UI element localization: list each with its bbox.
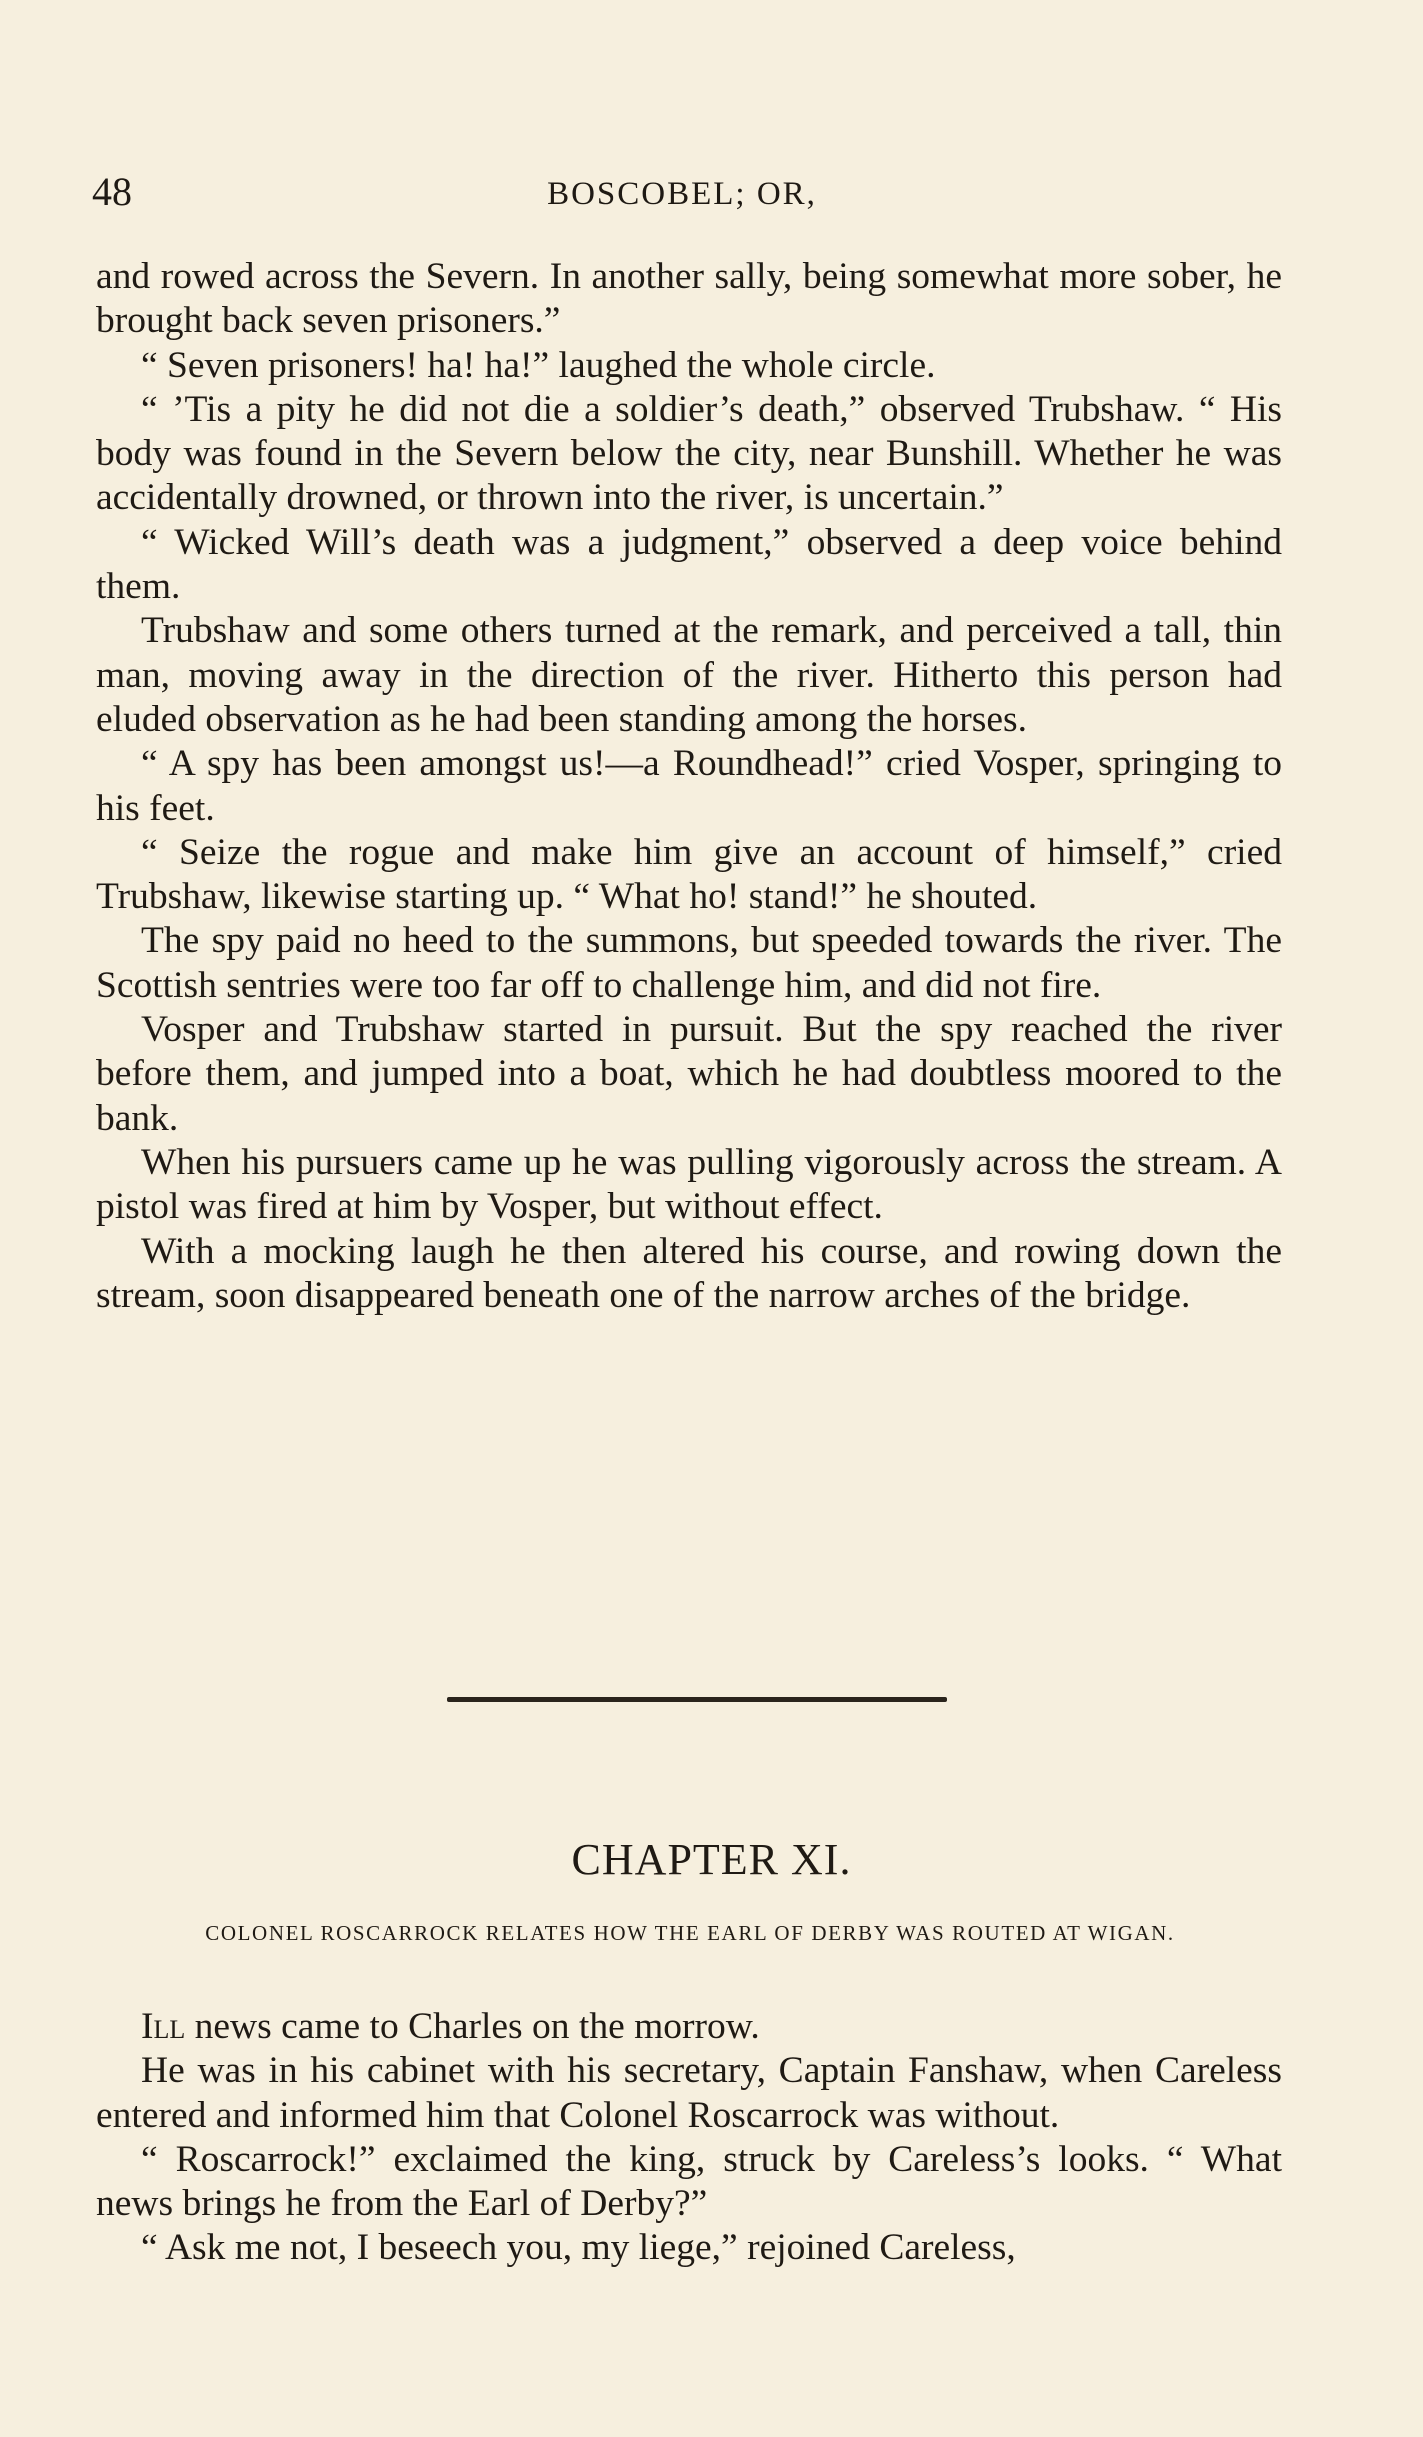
opening-rest: news came to Charles on the morrow. <box>185 2006 760 2047</box>
page-header <box>92 168 1272 228</box>
chapter-text <box>96 2005 1282 2271</box>
paragraph: “ Seven prisoners! ha! ha!” laughed the whole circle. <box>141 344 936 386</box>
paragraph: Trubshaw and some others turned at the remark, and perceived a tall, thin man, moving away in the direction of the river. Hitherto this person had eluded observation as he had been standing among the horses. <box>96 610 1282 740</box>
chapter-summary: COLONEL ROSCARROCK RELATES HOW THE EARL OF DERBY WAS ROUTED AT WIGAN. <box>205 1921 1175 1945</box>
paragraph: “ Roscarrock!” exclaimed the king, struck by Careless’s looks. “ What news brings he from the Earl of Derby?” <box>96 2138 1282 2225</box>
paragraph: Vosper and Trubshaw started in pursuit. But the spy reached the river before them, and jumped into a boat, which he had doubtless moored to the bank. <box>96 1009 1282 1139</box>
paragraph: With a mocking laugh he then altered his course, and rowing down the stream, soon disappeared beneath one of the narrow arches of the bridge. <box>96 1230 1282 1316</box>
paragraph: “ ’Tis a pity he did not die a soldier’s death,” observed Trubshaw. “ His body was found in the Severn below the city, near Bunshill. Whether he was accidentally drowned, or thrown into the river, is uncertain.” <box>96 388 1282 519</box>
paragraph: He was in his cabinet with his secretary, Captain Fanshaw, when Careless entered and informed him that Colonel Roscarrock was without. <box>96 2050 1282 2136</box>
paragraph: The spy paid no heed to the summons, but speeded towards the river. The Scottish sentries were too far off to challenge him, and did not fire. <box>96 920 1282 1006</box>
paragraph: “ Seize the rogue and make him give an account of himself,” cried Trubshaw, likewise starting up. “ What ho! stand!” he shouted. <box>96 831 1282 918</box>
paragraph: and rowed across the Severn. In another sally, being somewhat more sober, he brought back seven prisoners.” <box>96 256 1282 342</box>
paragraph: “ Ask me not, I beseech you, my liege,” rejoined Careless, <box>141 2227 1016 2269</box>
paragraph: “ A spy has been amongst us!—a Roundhead!” cried Vosper, springing to his feet. <box>96 743 1282 829</box>
paragraph: When his pursuers came up he was pulling vigorously across the stream. A pistol was fired at him by Vosper, but without effect. <box>96 1141 1282 1228</box>
running-title: BOSCOBEL; OR, <box>547 176 817 212</box>
paragraph: “ Wicked Will’s death was a judgment,” observed a deep voice behind them. <box>96 521 1282 608</box>
chapter-opening-paragraph <box>96 2005 1282 2049</box>
section-divider <box>447 1697 947 1702</box>
chapter-heading: CHAPTER XI. <box>571 1835 852 1884</box>
opening-word: Ill <box>141 2006 186 2047</box>
page-number: 48 <box>92 169 132 214</box>
body-text <box>96 255 1282 1318</box>
